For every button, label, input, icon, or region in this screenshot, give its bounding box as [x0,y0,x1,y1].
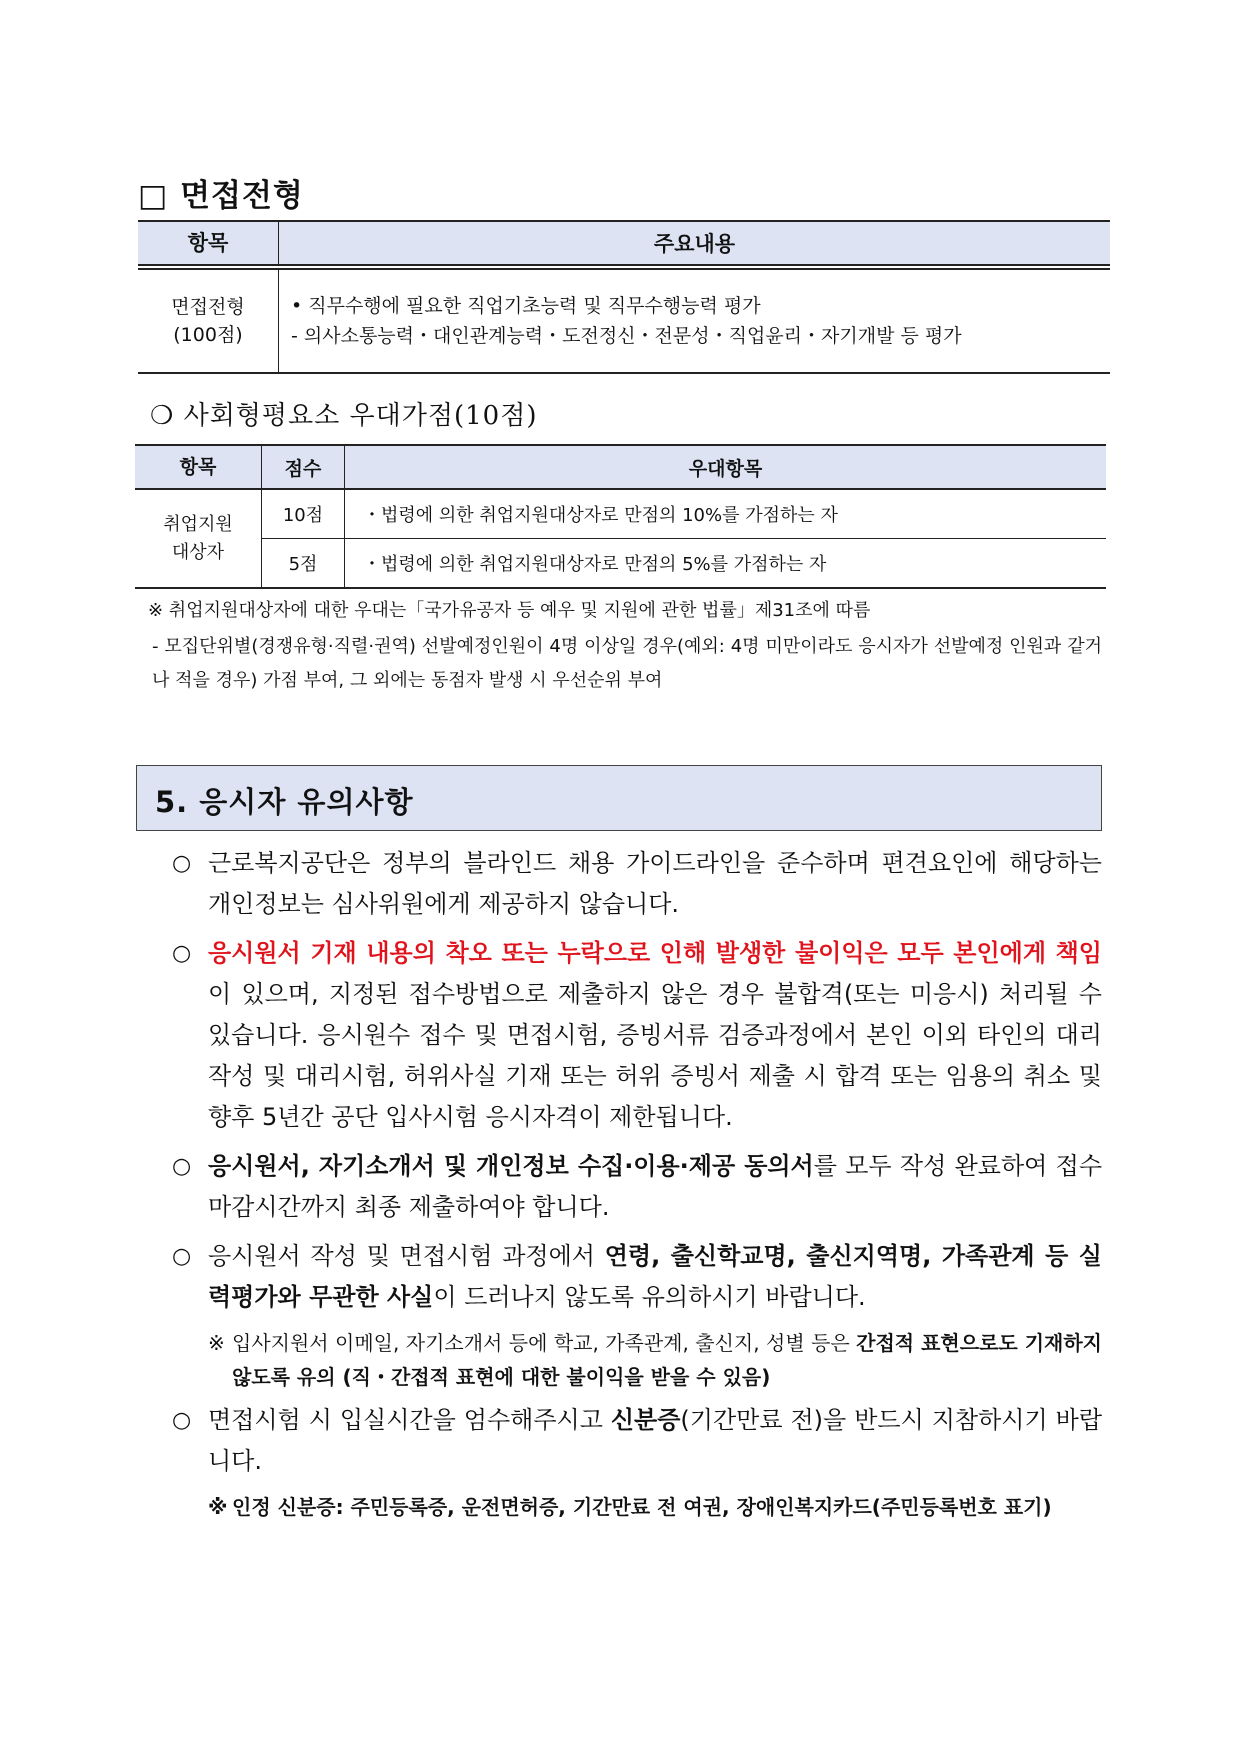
bullet-mark: ○ [172,1244,192,1269]
col-item-header: 항목 [135,445,262,489]
interview-content-subline: - 의사소통능력・대인관계능력・도전정신・전문성・직업윤리・자기개발 등 평가 [291,325,962,347]
notice-text: (기간만료 전)을 반드시 지참하시기 바랍니다. [208,1406,1102,1475]
bonus-table [135,444,1106,589]
notice-list [172,843,1102,1530]
interview-content-line: • 직무수행에 필요한 직업기초능력 및 직무수행능력 평가 [291,295,761,317]
bonus-category-line2: 대상자 [171,541,225,563]
notice-text: 근로복지공단은 정부의 블라인드 채용 가이드라인을 준수하며 편견요인에 해당하는 개인정보는 심사위원에게 제공하지 않습니다. [208,849,1102,918]
section5-title-box [136,765,1102,831]
bullet-mark: ○ [172,1408,192,1433]
notice-reference [172,1490,1102,1524]
interview-heading: □ 면접전형 [138,178,304,214]
interview-item-name: 면접전형 [171,296,245,318]
notice-item [172,843,1102,925]
section5-title: 5. 응시자 유의사항 [155,785,414,819]
notice-text: 를 모두 작성 완료하여 접수 마감시간까지 최종 제출하여야 합니다. [208,1152,1102,1221]
notice-highlight: 응시원서 기재 내용의 착오 또는 누락으로 인해 발생한 불이익은 모두 본인에게 책임 [208,939,1102,967]
col-item-header: 항목 [138,221,279,265]
notice-text: 이 있으며, 지정된 접수방법으로 제출하지 않은 경우 불합격(또는 미응시) 처리될 수 있습니다. 응시원수 접수 및 면접시험, 증빙서류 검증과정에서 본인 이외 타인의 대리작성 및 대리시험, 허위사실 기재 또는 허위 증빙서 제출 시 합격 또는 임용의 취소 및 향후 5년간 공단 입사시험 응시자격이 제한됩니다. [208,980,1102,1131]
notice-item [172,933,1102,1138]
bullet-mark: ○ [172,851,192,876]
interview-table [138,220,1110,374]
interview-item-cell [138,269,279,373]
notice-bold: 응시원서, 자기소개서 및 개인정보 수집·이용·제공 동의서 [208,1152,814,1180]
bonus-note: ※ 취업지원대상자에 대한 우대는「국가유공자 등 예우 및 지원에 관한 법률」제31조에 따름 [148,600,871,621]
notice-bold: 신분증 [610,1406,681,1434]
notice-item [172,1236,1102,1318]
bonus-score-cell: 5점 [262,539,345,589]
notice-item [172,1400,1102,1482]
notice-reference [172,1326,1102,1394]
col-pref-header: 우대항목 [345,445,1107,489]
notice-text: 면접시험 시 입실시간을 엄수해주시고 [208,1406,611,1434]
bonus-heading: ❍ 사회형평요소 우대가점(10점) [150,401,538,431]
ref-text: 인정 신분증: 주민등록증, 운전면허증, 기간만료 전 여권, 장애인복지카드(주민등록번호 표기) [232,1495,1052,1519]
col-score-header: 점수 [262,445,345,489]
bonus-subnote: - 모집단위별(경쟁유형·직렬·권역) 선발예정인원이 4명 이상일 경우(예외: 4명 미만이라도 응시자가 선발예정 인원과 같거나 적을 경우) 가점 부여, 그 외에는 동점자 발생 시 우선순위 부여 [152,636,1102,691]
bonus-pref-cell: ・법령에 의한 취업지원대상자로 만점의 10%를 가점하는 자 [345,489,1107,539]
bonus-score-cell: 10점 [262,489,345,539]
ref-mark: ※ [208,1331,225,1355]
notice-item [172,1146,1102,1228]
notice-text: 이 드러나지 않도록 유의하시기 바랍니다. [433,1283,866,1311]
bonus-pref-cell: ・법령에 의한 취업지원대상자로 만점의 5%를 가점하는 자 [345,539,1107,589]
interview-item-score: (100점) [173,324,243,346]
ref-text: 입사지원서 이메일, 자기소개서 등에 학교, 가족관계, 출신지, 성별 등은 [232,1331,857,1355]
bonus-category-line1: 취업지원 [163,513,233,535]
bullet-mark: ○ [172,941,192,966]
ref-bold: 간접적 표현으로도 기재하지 않도록 유의 (직・간접적 표현에 대한 불이익을 받을 수 있음) [232,1331,1103,1389]
col-content-header: 주요내용 [279,221,1111,265]
bonus-category-cell [135,489,262,588]
bullet-mark: ○ [172,1154,192,1179]
ref-mark: ※ [208,1495,228,1519]
notice-bold: 연령, 출신학교명, 출신지역명, 가족관계 등 실력평가와 무관한 사실 [208,1242,1102,1311]
notice-text: 응시원서 작성 및 면접시험 과정에서 [208,1242,605,1270]
interview-content-cell [279,269,1111,373]
